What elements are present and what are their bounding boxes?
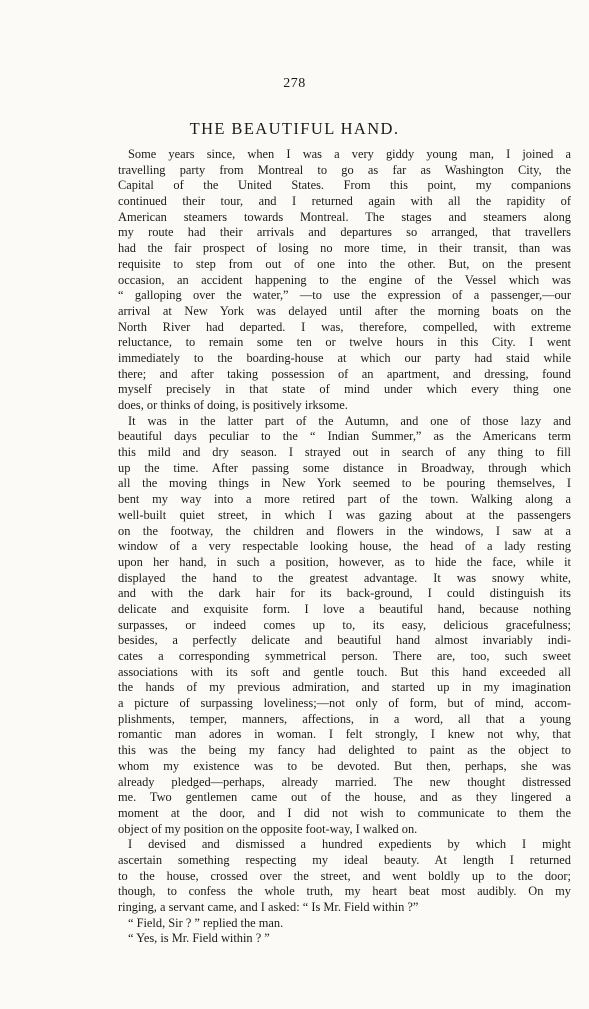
- text-line: reluctance, to remain some ten or twelve hours in this City. I went: [118, 335, 571, 350]
- text-line: beautiful days peculiar to the “ Indian Summer,” as the Americans term: [118, 429, 571, 444]
- text-line: does, or thinks of doing, is positively irksome.: [118, 398, 348, 412]
- text-line: well-built quiet street, in which I was gazing about at the passengers: [118, 507, 571, 522]
- text-line: a picture of surpassing loveliness;—not only of form, but of mind, accom-: [118, 696, 571, 711]
- text-line: cates a corresponding symmetrical person. There are, too, such sweet: [118, 649, 571, 663]
- text-line: this mild and dry season. I strayed out in search of any thing to fill: [118, 445, 571, 460]
- text-line: ringing, a servant came, and I asked: “ Is Mr. Field within ?”: [118, 900, 419, 914]
- text-line: upon her hand, in such a position, however, as to hide the face, while it: [118, 554, 571, 569]
- text-line: requisite to step from out of one into the other. But, on the present: [118, 256, 571, 271]
- chapter-title: THE BEAUTIFUL HAND.: [189, 119, 400, 138]
- text-line: “ Yes, is Mr. Field within ? ”: [128, 931, 270, 946]
- text-line: and with the dark hair for its back-ground, I could distinguish its: [118, 586, 571, 601]
- text-line: Some years since, when I was a very giddy young man, I joined a: [128, 147, 571, 161]
- text-line: me. Two gentlemen came out of the house, and as they lingered a: [118, 790, 571, 805]
- text-line: on the footway, the children and flowers in the windows, I saw at a: [118, 523, 571, 538]
- text-line: plishments, temper, manners, affections, in a word, all that a young: [118, 711, 571, 726]
- text-line: had the fair prospect of losing no more time, in their transit, than was: [118, 241, 571, 256]
- text-line: though, to confess the whole truth, my heart beat most audibly. On my: [118, 884, 571, 899]
- text-line: myself precisely in that state of mind under which every thing one: [118, 382, 571, 397]
- text-line: besides, a perfectly delicate and beautiful hand almost invariably indi-: [118, 633, 571, 648]
- text-line: “ galloping over the water,” —to use the expression of a passenger,—our: [118, 288, 571, 303]
- text-line: my route had their arrivals and departures so arranged, that travellers: [118, 225, 571, 240]
- text-line: this was the being my fancy had delighted to paint as the object to: [118, 743, 571, 758]
- text-line: occasion, an accident happening to the engine of the Vessel which was: [118, 272, 571, 287]
- text-line: to the house, crossed over the street, and went boldly up to the door;: [118, 868, 571, 883]
- text-line: all the moving things in New York seemed to be pouring themselves, I: [118, 476, 571, 491]
- text-line: “ Field, Sir ? ” replied the man.: [128, 915, 284, 930]
- text-line: there; and after taking possession of an apartment, and dressing, found: [118, 366, 571, 381]
- text-line: immediately to the boarding-house at which our party had staid while: [118, 350, 571, 365]
- text-line: moment at the door, and I did not wish to communicate to them the: [118, 805, 571, 820]
- text-line: ascertain something respecting my ideal beauty. At length I returned: [118, 852, 571, 867]
- text-line: window of a very respectable looking house, the head of a lady resting: [118, 539, 571, 554]
- text-line: associations with its soft and gentle touch. But this hand exceeded all: [118, 664, 571, 679]
- text-line: travelling party from Montreal to go as far as Washington City, the: [118, 162, 571, 177]
- text-line: arrival at New York was delayed until after the morning boats on the: [118, 303, 571, 318]
- text-line: displayed the hand to the greatest advantage. It was snowy white,: [118, 570, 571, 585]
- text-line: up the time. After passing some distance in Broadway, through which: [118, 460, 571, 475]
- page-number: 278: [283, 76, 306, 91]
- body-text: [118, 147, 571, 947]
- text-line: North River had departed. I was, therefore, compelled, with extreme: [118, 319, 571, 334]
- text-line: continued their tour, and I returned again with all the rapidity of: [118, 194, 571, 209]
- text-line: bent my way into a more retired part of the town. Walking along a: [118, 492, 571, 507]
- text-line: already pledged—perhaps, already married. The new thought distressed: [118, 774, 571, 789]
- text-line: It was in the latter part of the Autumn, and one of those lazy and: [128, 413, 571, 428]
- text-line: Capital of the United States. From this point, my companions: [118, 178, 571, 193]
- text-line: delicate and exquisite form. I love a beautiful hand, because nothing: [118, 601, 571, 616]
- text-line: whom my existence was to be devoted. But then, perhaps, she was: [118, 758, 571, 773]
- text-line: surpasses, or indeed comes up to, its easy, delicious gracefulness;: [118, 617, 571, 632]
- text-line: romantic man adores in woman. I felt strongly, I knew not why, that: [118, 727, 571, 742]
- text-line: object of my position on the opposite foot-way, I walked on.: [118, 821, 418, 836]
- text-line: the hands of my previous admiration, and started up in my imagination: [118, 680, 571, 695]
- text-line: I devised and dismissed a hundred expedients by which I might: [128, 837, 571, 852]
- text-line: American steamers towards Montreal. The stages and steamers along: [118, 209, 571, 224]
